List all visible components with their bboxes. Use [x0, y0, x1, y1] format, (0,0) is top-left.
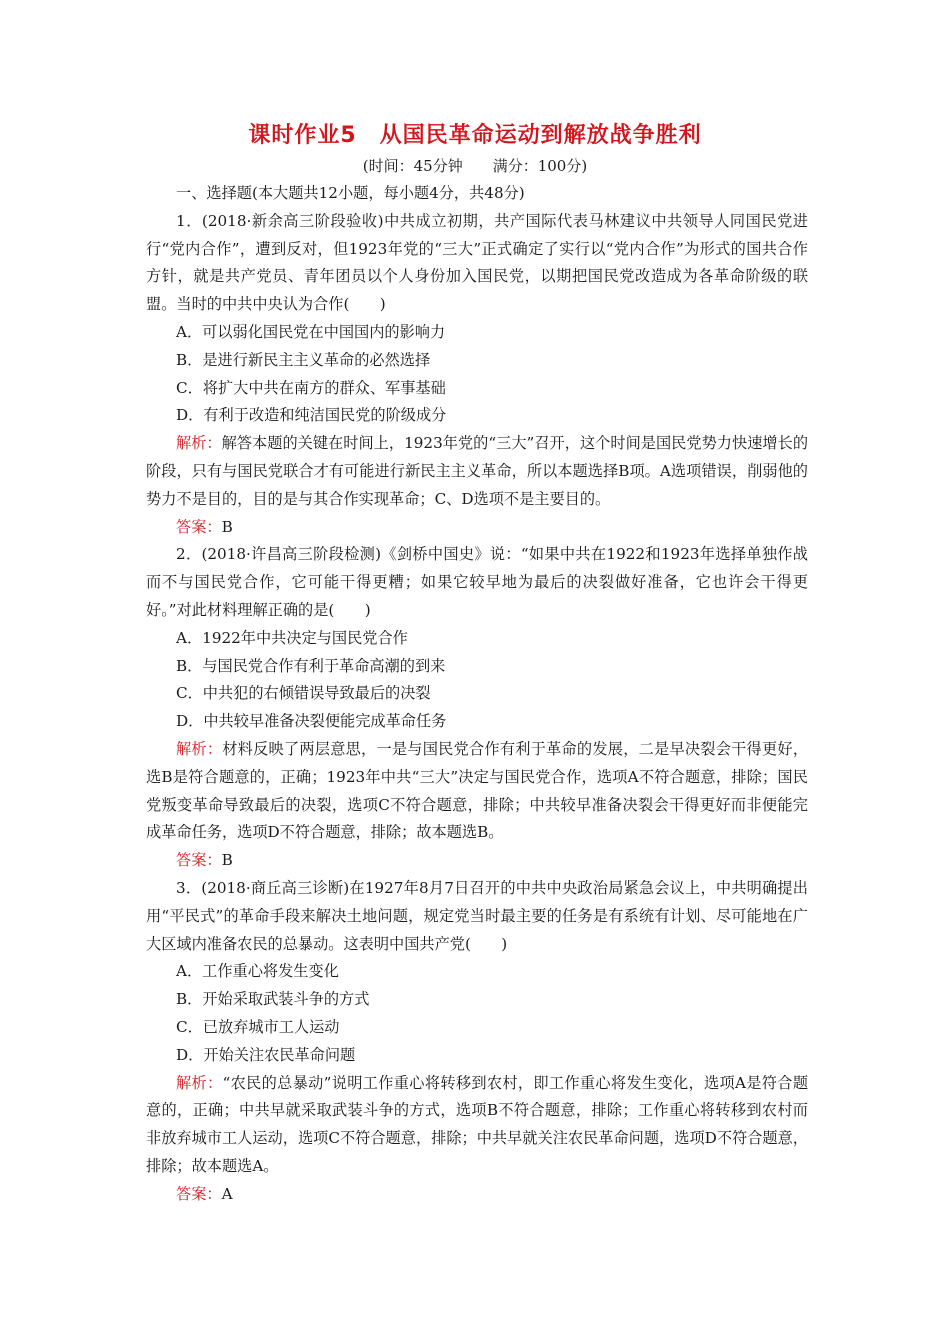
answer-label: 答案：: [176, 851, 222, 870]
option-d: D．有利于改造和纯洁国民党的阶级成分: [176, 406, 447, 425]
option-d: D．中共较早准备决裂便能完成革命任务: [176, 712, 447, 731]
document-body: [146, 180, 808, 1208]
analysis-paragraph: [146, 1070, 808, 1181]
question-block: [146, 208, 808, 542]
analysis-text: 解答本题的关键在时间上，1923年党的“三大”召开，这个时间是国民党势力快速增长的阶段，只有与国民党联合才有可能进行新民主主义革命，所以本题选择B项。A选项错误，削弱他的势力不是目的，目的是与其合作实现革命；C、D选项不是主要目的。: [146, 434, 809, 508]
option-c: C．中共犯的右倾错误导致最后的决裂: [176, 684, 431, 703]
option-a: A．可以弱化国民党在中国国内的影响力: [176, 322, 446, 341]
answer-line: [146, 847, 808, 875]
answer-label: 答案：: [176, 1184, 222, 1203]
question-block: [146, 875, 808, 1209]
section-heading: 一、选择题(本大题共12小题，每小题4分，共48分): [176, 184, 525, 202]
option-b: B．与国民党合作有利于革命高潮的到来: [176, 656, 446, 675]
answer-label: 答案：: [176, 517, 222, 536]
analysis-label: 解析：: [176, 739, 223, 758]
option-a: A．1922年中共决定与国民党合作: [176, 628, 408, 647]
question-stem: 2．(2018·许昌高三阶段检测)《剑桥中国史》说：“如果中共在1922和1923年选择单独作战而不与国民党合作，它可能干得更糟；如果它较早地为最后的决裂做好准备，它也许会干得更好。”对此材料理解正确的是( ): [146, 545, 808, 619]
question-stem: 3．(2018·商丘高三诊断)在1927年8月7日召开的中共中央政治局紧急会议上，中共明确提出用“平民式”的革命手段来解决土地问题，规定党当时最主要的任务是有系统有计划、尽可能地在广大区域内准备农民的总暴动。这表明中国共产党( ): [146, 878, 808, 953]
answer-value: A: [221, 1184, 233, 1203]
analysis-label: 解析：: [176, 434, 222, 453]
option-a: A．工作重心将发生变化: [176, 962, 339, 981]
answer-value: B: [221, 851, 233, 870]
analysis-paragraph: [146, 736, 808, 847]
page-title: 课时作业5 从国民革命运动到解放战争胜利: [248, 123, 702, 148]
option-c: C．已放弃城市工人运动: [176, 1017, 340, 1036]
question-block: [146, 541, 808, 875]
analysis-text: “农民的总暴动”说明工作重心将转移到农村，即工作重心将发生变化，选项A是符合题意的，正确；中共早就采取武装斗争的方式，选项B不符合题意，排除；工作重心将转移到农村而非放弃城市工人运动，选项C不符合题意，排除；中共早就关注农民革命问题，选项D不符合题意，排除；故本题选A。: [146, 1073, 809, 1175]
question-stem: 1．(2018·新余高三阶段验收)中共成立初期，共产国际代表马林建议中共领导人同国民党进行“党内合作”，遭到反对，但1923年党的“三大”正式确定了实行以“党内合作”为形式的国共合作方针，就是共产党员、青年团员以个人身份加入国民党，以期把国民党改造成为各革命阶级的联盟。当时的中共中央认为合作( ): [146, 211, 808, 314]
analysis-paragraph: [146, 430, 808, 513]
page-subtitle: (时间：45分钟 满分：100分): [362, 157, 588, 175]
option-c: C．将扩大中共在南方的群众、军事基础: [176, 378, 446, 397]
option-b: B．开始采取武装斗争的方式: [176, 990, 370, 1009]
analysis-label: 解析：: [176, 1073, 223, 1092]
analysis-text: 材料反映了两层意思，一是与国民党合作有利于革命的发展，二是早决裂会干得更好，选B是符合题意的，正确；1923年中共“三大”决定与国民党合作，选项A不符合题意，排除；国民党叛变革命导致最后的决裂，选项C不符合题意，排除；中共较早准备决裂会干得更好而非便能完成革命任务，选项D不符合题意，排除；故本题选B。: [146, 739, 809, 842]
answer-line: [146, 1181, 808, 1209]
option-b: B．是进行新民主主义革命的必然选择: [176, 350, 431, 369]
answer-value: B: [221, 517, 233, 536]
answer-line: [146, 514, 808, 542]
option-d: D．开始关注农民革命问题: [176, 1045, 356, 1064]
